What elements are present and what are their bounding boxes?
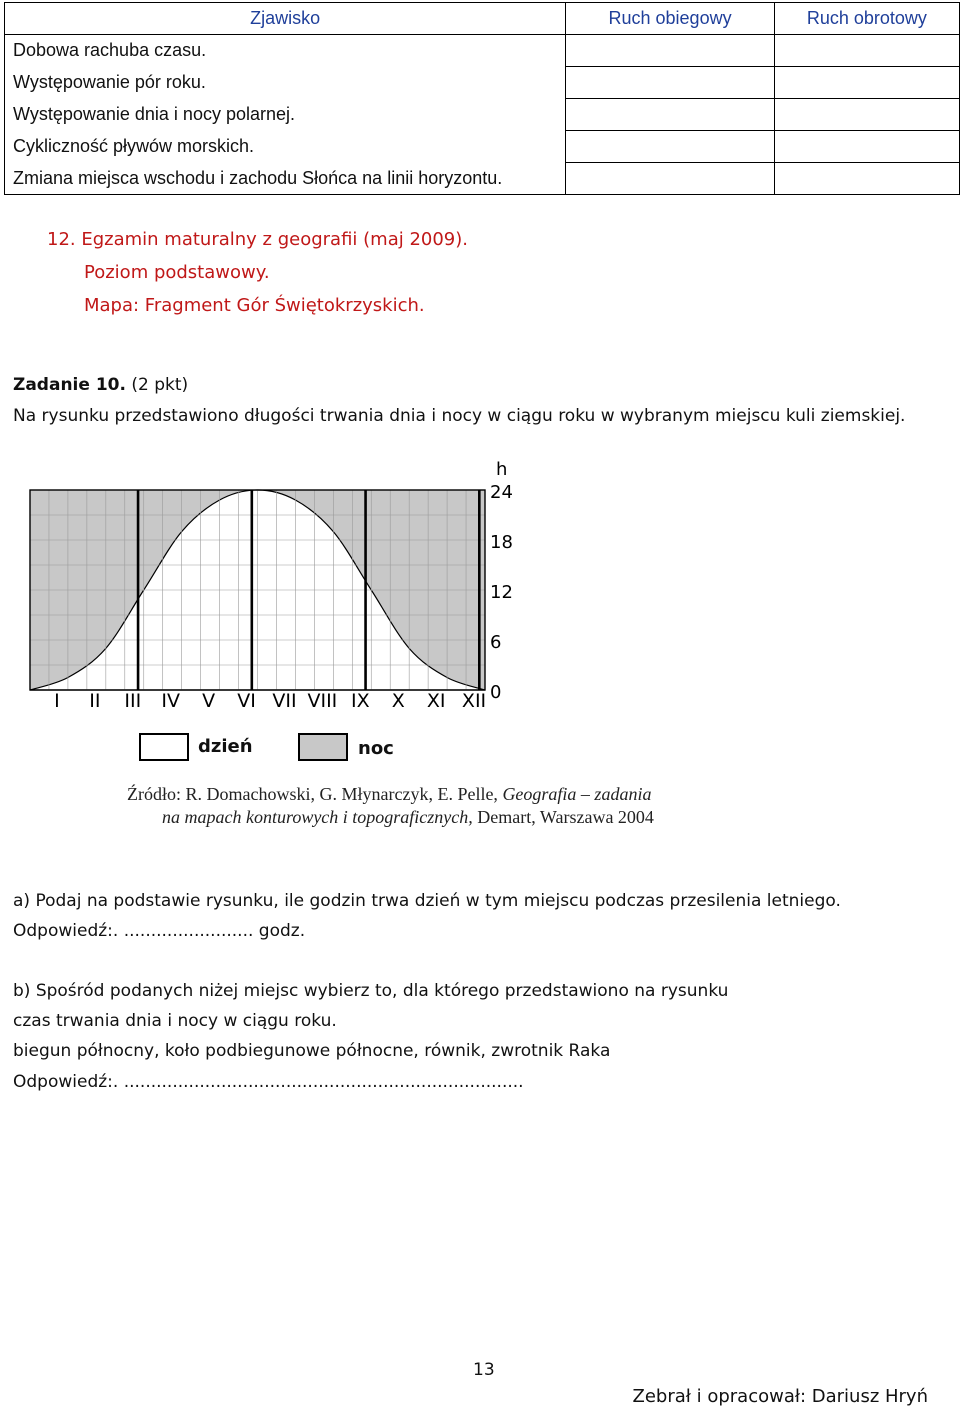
y-tick-label: 6 bbox=[490, 632, 502, 653]
y-tick-label: 24 bbox=[490, 482, 513, 503]
x-tick-label: XI bbox=[426, 690, 446, 712]
footer-author: Zebrał i opracował: Dariusz Hryń bbox=[632, 1386, 928, 1407]
question-b-line-2: czas trwania dnia i nocy w ciągu roku. bbox=[13, 1011, 337, 1031]
x-tick-label: VI bbox=[237, 690, 256, 712]
table-row bbox=[5, 131, 960, 163]
phenomenon-cell: Występowanie dnia i nocy polarnej. bbox=[5, 99, 566, 131]
task-points: (2 pkt) bbox=[131, 375, 189, 395]
y-tick-label: 0 bbox=[490, 682, 502, 703]
question-b-line-1: b) Spośród podanych niżej miejsc wybierz to, dla którego przedstawiono na rysunku bbox=[13, 981, 729, 1001]
x-tick-label: XII bbox=[461, 690, 487, 712]
x-tick-label: X bbox=[391, 690, 405, 712]
table-row bbox=[5, 99, 960, 131]
answer-b-field[interactable]: Odpowiedź:. .......................................................................... bbox=[13, 1072, 524, 1092]
col-header-phenomenon: Zjawisko bbox=[5, 3, 566, 35]
source-publisher: Demart, Warszawa 2004 bbox=[472, 807, 654, 827]
exam-map: Mapa: Fragment Gór Świętokrzyskich. bbox=[84, 295, 425, 316]
page-number: 13 bbox=[473, 1360, 495, 1380]
col-header-rotational: Ruch obrotowy bbox=[774, 3, 959, 35]
source-authors: Źródło: R. Domachowski, G. Młynarczyk, E. Pelle, bbox=[127, 784, 503, 804]
col-header-orbital: Ruch obiegowy bbox=[566, 3, 774, 35]
answer-cell[interactable] bbox=[566, 99, 774, 131]
answer-cell[interactable] bbox=[774, 163, 959, 195]
x-tick-label: V bbox=[202, 690, 216, 712]
y-axis-unit: h bbox=[496, 459, 508, 480]
x-tick-label: I bbox=[54, 690, 60, 712]
phenomenon-cell: Dobowa rachuba czasu. bbox=[5, 35, 566, 67]
task-number: Zadanie 10. bbox=[13, 375, 126, 395]
answer-a-field[interactable]: Odpowiedź:. ........................ godz. bbox=[13, 921, 306, 941]
task-intro: Na rysunku przedstawiono długości trwania dnia i nocy w ciągu roku w wybranym miejscu kuli ziemskiej. bbox=[13, 406, 906, 426]
source-line-2 bbox=[162, 807, 654, 828]
question-a: a) Podaj na podstawie rysunku, ile godzin trwa dzień w tym miejscu podczas przesilenia letniego. bbox=[13, 891, 841, 911]
legend-night-swatch bbox=[298, 733, 348, 761]
phenomenon-cell: Zmiana miejsca wschodu i zachodu Słońca na linii horyzontu. bbox=[5, 163, 566, 195]
source-title-part1: Geografia – zadania bbox=[502, 784, 652, 804]
answer-cell[interactable] bbox=[566, 67, 774, 99]
exam-level: Poziom podstawowy. bbox=[84, 262, 270, 283]
answer-cell[interactable] bbox=[566, 35, 774, 67]
exam-heading: 12. Egzamin maturalny z geografii (maj 2009). bbox=[47, 229, 468, 250]
table-row bbox=[5, 163, 960, 195]
x-tick-label: II bbox=[89, 690, 101, 712]
x-tick-label: IV bbox=[161, 690, 181, 712]
source-title-part2: na mapach konturowych i topograficznych, bbox=[162, 807, 473, 827]
answer-cell[interactable] bbox=[774, 99, 959, 131]
answer-cell[interactable] bbox=[566, 163, 774, 195]
phenomena-table bbox=[4, 2, 960, 195]
day-night-chart bbox=[20, 455, 520, 717]
answer-cell[interactable] bbox=[566, 131, 774, 163]
x-tick-label: IX bbox=[350, 690, 370, 712]
table-row bbox=[5, 35, 960, 67]
y-tick-label: 12 bbox=[490, 582, 513, 603]
x-tick-label: VIII bbox=[307, 690, 338, 712]
x-tick-label: VII bbox=[272, 690, 297, 712]
y-tick-label: 18 bbox=[490, 532, 513, 553]
source-line-1 bbox=[127, 784, 651, 805]
legend-day-label: dzień bbox=[198, 736, 253, 757]
legend-day-swatch bbox=[139, 733, 189, 761]
question-b-options: biegun północny, koło podbiegunowe północne, równik, zwrotnik Raka bbox=[13, 1041, 611, 1061]
answer-cell[interactable] bbox=[774, 35, 959, 67]
table-header-row bbox=[5, 3, 960, 35]
answer-cell[interactable] bbox=[774, 131, 959, 163]
legend-night-label: noc bbox=[358, 738, 394, 759]
table-row bbox=[5, 67, 960, 99]
task-title bbox=[13, 375, 188, 395]
x-tick-label: III bbox=[124, 690, 142, 712]
phenomenon-cell: Cykliczność pływów morskich. bbox=[5, 131, 566, 163]
answer-cell[interactable] bbox=[774, 67, 959, 99]
phenomenon-cell: Występowanie pór roku. bbox=[5, 67, 566, 99]
